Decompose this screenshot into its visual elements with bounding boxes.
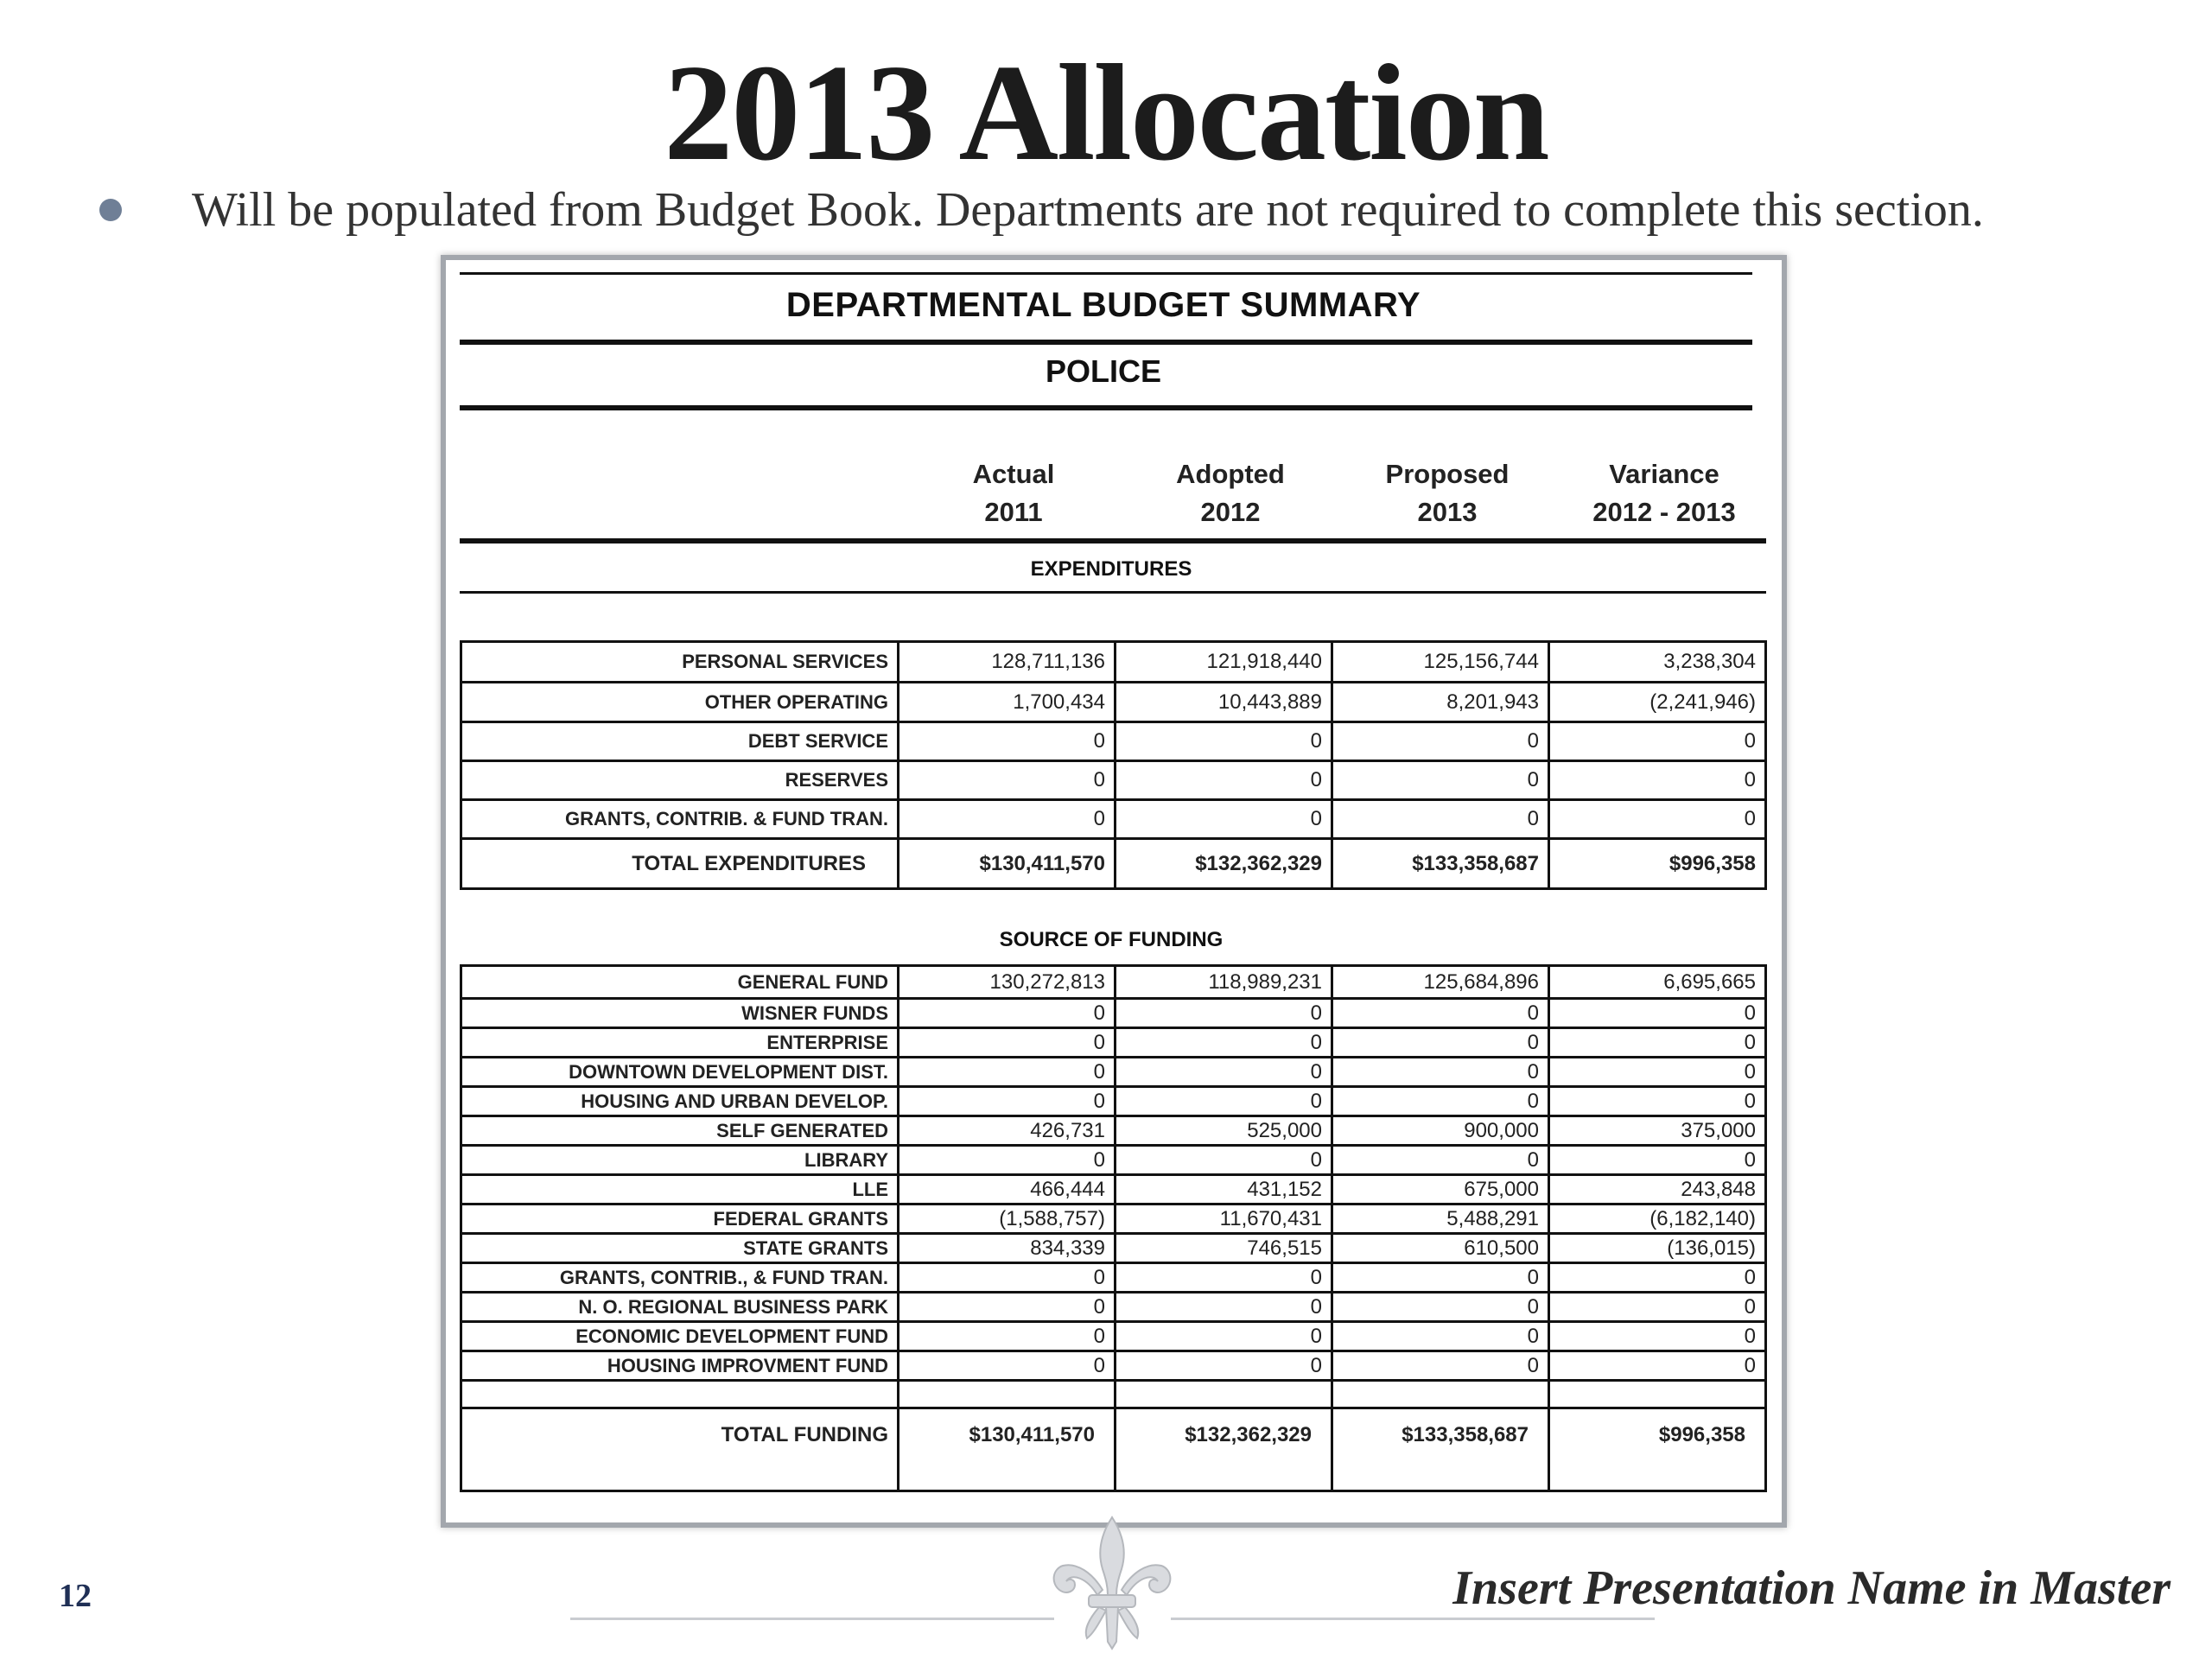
empty-cell (1332, 1381, 1549, 1408)
row-label: DOWNTOWN DEVELOPMENT DIST. (461, 1058, 899, 1087)
document-title: DEPARTMENTAL BUDGET SUMMARY (785, 286, 1421, 324)
cell-value: 125,684,896 (1332, 966, 1549, 999)
cell-value: 0 (1332, 1028, 1549, 1058)
column-header-proposed (1339, 459, 1555, 528)
total-label (461, 839, 899, 889)
total-value: $996,358 (1549, 1408, 1766, 1491)
table-row (461, 1322, 1766, 1351)
row-label: GRANTS, CONTRIB. & FUND TRAN. (461, 800, 899, 839)
fleur-de-lis-icon (1046, 1512, 1179, 1650)
cell-value: 0 (1549, 999, 1766, 1028)
footer-divider (1171, 1618, 1655, 1620)
table-row (461, 1205, 1766, 1234)
table-row (461, 1263, 1766, 1293)
row-label: PERSONAL SERVICES (461, 642, 899, 683)
cell-value: 0 (1116, 800, 1332, 839)
cell-value: 0 (1332, 1146, 1549, 1175)
column-header-line2: 2012 (1200, 497, 1261, 527)
cell-value: 125,156,744 (1332, 642, 1549, 683)
cell-value: 0 (1332, 1322, 1549, 1351)
total-value: $133,358,687 (1332, 1408, 1549, 1491)
cell-value: (136,015) (1549, 1234, 1766, 1263)
bullet-icon (99, 199, 122, 221)
row-label: ECONOMIC DEVELOPMENT FUND (461, 1322, 899, 1351)
column-header-variance (1556, 459, 1772, 528)
table-spacer-row (461, 1381, 1766, 1408)
divider (460, 405, 1752, 410)
cell-value: 746,515 (1116, 1234, 1332, 1263)
cell-value: 0 (899, 999, 1116, 1028)
cell-value: 0 (1332, 1058, 1549, 1087)
cell-value: 3,238,304 (1549, 642, 1766, 683)
cell-value: 0 (1116, 1028, 1332, 1058)
cell-value: 0 (899, 1146, 1116, 1175)
table-row (461, 966, 1766, 999)
cell-value: 0 (1549, 1087, 1766, 1116)
column-header-adopted (1122, 459, 1338, 528)
cell-value: 0 (1332, 1263, 1549, 1293)
cell-value: 118,989,231 (1116, 966, 1332, 999)
column-header-line2: 2013 (1417, 497, 1478, 527)
cell-value: (1,588,757) (899, 1205, 1116, 1234)
cell-value: 675,000 (1332, 1175, 1549, 1205)
cell-value: 0 (899, 1263, 1116, 1293)
page-number: 12 (59, 1578, 92, 1614)
cell-value: 375,000 (1549, 1116, 1766, 1146)
divider (460, 272, 1752, 275)
row-label: ENTERPRISE (461, 1028, 899, 1058)
table-row (461, 683, 1766, 722)
cell-value: 0 (899, 761, 1116, 800)
cell-value: 0 (1332, 1351, 1549, 1381)
cell-value: 0 (899, 1351, 1116, 1381)
table-row (461, 1028, 1766, 1058)
cell-value: 0 (1549, 1322, 1766, 1351)
row-label: LLE (461, 1175, 899, 1205)
cell-value: 0 (1549, 1058, 1766, 1087)
cell-value: 0 (1116, 1058, 1332, 1087)
row-label: HOUSING IMPROVMENT FUND (461, 1351, 899, 1381)
cell-value: 0 (1332, 761, 1549, 800)
cell-value: 0 (1116, 1263, 1332, 1293)
cell-value: 11,670,431 (1116, 1205, 1332, 1234)
table-row (461, 1351, 1766, 1381)
total-value: $996,358 (1549, 839, 1766, 889)
row-label: WISNER FUNDS (461, 999, 899, 1028)
cell-value: 0 (1116, 1087, 1332, 1116)
cell-value: 243,848 (1549, 1175, 1766, 1205)
slide-title: 2013 Allocation (664, 35, 1548, 189)
cell-value: 0 (1549, 722, 1766, 761)
cell-value: 0 (1549, 761, 1766, 800)
cell-value: 0 (1549, 800, 1766, 839)
table-row (461, 1175, 1766, 1205)
cell-value: 834,339 (899, 1234, 1116, 1263)
row-label: GRANTS, CONTRIB., & FUND TRAN. (461, 1263, 899, 1293)
cell-value: 0 (899, 1058, 1116, 1087)
total-value: $130,411,570 (899, 839, 1116, 889)
cell-value: 128,711,136 (899, 642, 1116, 683)
row-label: SELF GENERATED (461, 1116, 899, 1146)
footer-presentation-name: Insert Presentation Name in Master (1452, 1561, 2171, 1615)
column-header-line1: Variance (1609, 459, 1719, 489)
cell-value: 6,695,665 (1549, 966, 1766, 999)
row-label: STATE GRANTS (461, 1234, 899, 1263)
cell-value: 8,201,943 (1332, 683, 1549, 722)
cell-value: 130,272,813 (899, 966, 1116, 999)
cell-value: 0 (1549, 1263, 1766, 1293)
cell-value: 0 (899, 722, 1116, 761)
row-label: GENERAL FUND (461, 966, 899, 999)
table-row (461, 1087, 1766, 1116)
row-label: RESERVES (461, 761, 899, 800)
cell-value: 0 (1332, 1293, 1549, 1322)
cell-value: 525,000 (1116, 1116, 1332, 1146)
cell-value: 10,443,889 (1116, 683, 1332, 722)
row-label: OTHER OPERATING (461, 683, 899, 722)
total-value: $132,362,329 (1116, 839, 1332, 889)
row-label: HOUSING AND URBAN DEVELOP. (461, 1087, 899, 1116)
cell-value: 0 (1549, 1351, 1766, 1381)
cell-value: 0 (1549, 1293, 1766, 1322)
table-row (461, 722, 1766, 761)
cell-value: 0 (899, 800, 1116, 839)
cell-value: 0 (1116, 1351, 1332, 1381)
divider (460, 538, 1766, 543)
cell-value: 121,918,440 (1116, 642, 1332, 683)
expenditures-label: EXPENDITURES (1030, 557, 1192, 581)
cell-value: 0 (1116, 761, 1332, 800)
cell-value: 0 (1116, 1322, 1332, 1351)
cell-value: 0 (1116, 722, 1332, 761)
empty-cell (1116, 1381, 1332, 1408)
total-label: TOTAL FUNDING (461, 1408, 899, 1491)
budget-summary-image (441, 255, 1787, 1528)
column-header-line1: Adopted (1176, 459, 1285, 489)
table-row (461, 1234, 1766, 1263)
bullet-text: Will be populated from Budget Book. Departments are not required to complete this section. (192, 183, 1984, 237)
column-header-line2: 2011 (984, 497, 1043, 527)
cell-value: 431,152 (1116, 1175, 1332, 1205)
cell-value: 610,500 (1332, 1234, 1549, 1263)
column-header-line1: Actual (972, 459, 1055, 489)
cell-value: 0 (1332, 800, 1549, 839)
table-row (461, 642, 1766, 683)
budget-summary-document (446, 260, 1782, 1522)
cell-value: (2,241,946) (1549, 683, 1766, 722)
total-label-text: TOTAL EXPENDITURES (632, 851, 866, 875)
cell-value: 0 (899, 1087, 1116, 1116)
cell-value: 0 (1116, 1146, 1332, 1175)
column-header-line1: Proposed (1385, 459, 1510, 489)
footer-divider (570, 1618, 1054, 1620)
cell-value: 0 (899, 1293, 1116, 1322)
divider (460, 591, 1766, 594)
cell-value: 0 (1332, 999, 1549, 1028)
total-value: $130,411,570 (899, 1408, 1116, 1491)
funding-table (460, 964, 1767, 1492)
cell-value: 0 (1549, 1146, 1766, 1175)
row-label: LIBRARY (461, 1146, 899, 1175)
column-header-actual (906, 459, 1122, 528)
table-row (461, 1116, 1766, 1146)
cell-value: 0 (1116, 999, 1332, 1028)
cell-value: 0 (1332, 722, 1549, 761)
cell-value: 466,444 (899, 1175, 1116, 1205)
department-name: POLICE (1045, 353, 1161, 389)
total-value: $133,358,687 (1332, 839, 1549, 889)
cell-value: 0 (899, 1322, 1116, 1351)
row-label: DEBT SERVICE (461, 722, 899, 761)
table-row (461, 1058, 1766, 1087)
cell-value: 1,700,434 (899, 683, 1116, 722)
cell-value: 0 (1549, 1028, 1766, 1058)
cell-value: 5,488,291 (1332, 1205, 1549, 1234)
empty-cell (1549, 1381, 1766, 1408)
empty-cell (461, 1381, 899, 1408)
table-total-row (461, 839, 1766, 889)
expenditures-table (460, 640, 1767, 890)
table-row (461, 761, 1766, 800)
cell-value: 0 (899, 1028, 1116, 1058)
table-total-row (461, 1408, 1766, 1491)
cell-value: 0 (1116, 1293, 1332, 1322)
divider (460, 340, 1752, 345)
row-label: N. O. REGIONAL BUSINESS PARK (461, 1293, 899, 1322)
column-header-line2: 2012 - 2013 (1592, 497, 1736, 527)
cell-value: 426,731 (899, 1116, 1116, 1146)
cell-value: (6,182,140) (1549, 1205, 1766, 1234)
table-row (461, 800, 1766, 839)
empty-cell (899, 1381, 1116, 1408)
cell-value: 900,000 (1332, 1116, 1549, 1146)
total-value: $132,362,329 (1116, 1408, 1332, 1491)
cell-value: 0 (1332, 1087, 1549, 1116)
row-label: FEDERAL GRANTS (461, 1205, 899, 1234)
table-row (461, 999, 1766, 1028)
funding-label: SOURCE OF FUNDING (999, 928, 1224, 951)
table-row (461, 1293, 1766, 1322)
table-row (461, 1146, 1766, 1175)
